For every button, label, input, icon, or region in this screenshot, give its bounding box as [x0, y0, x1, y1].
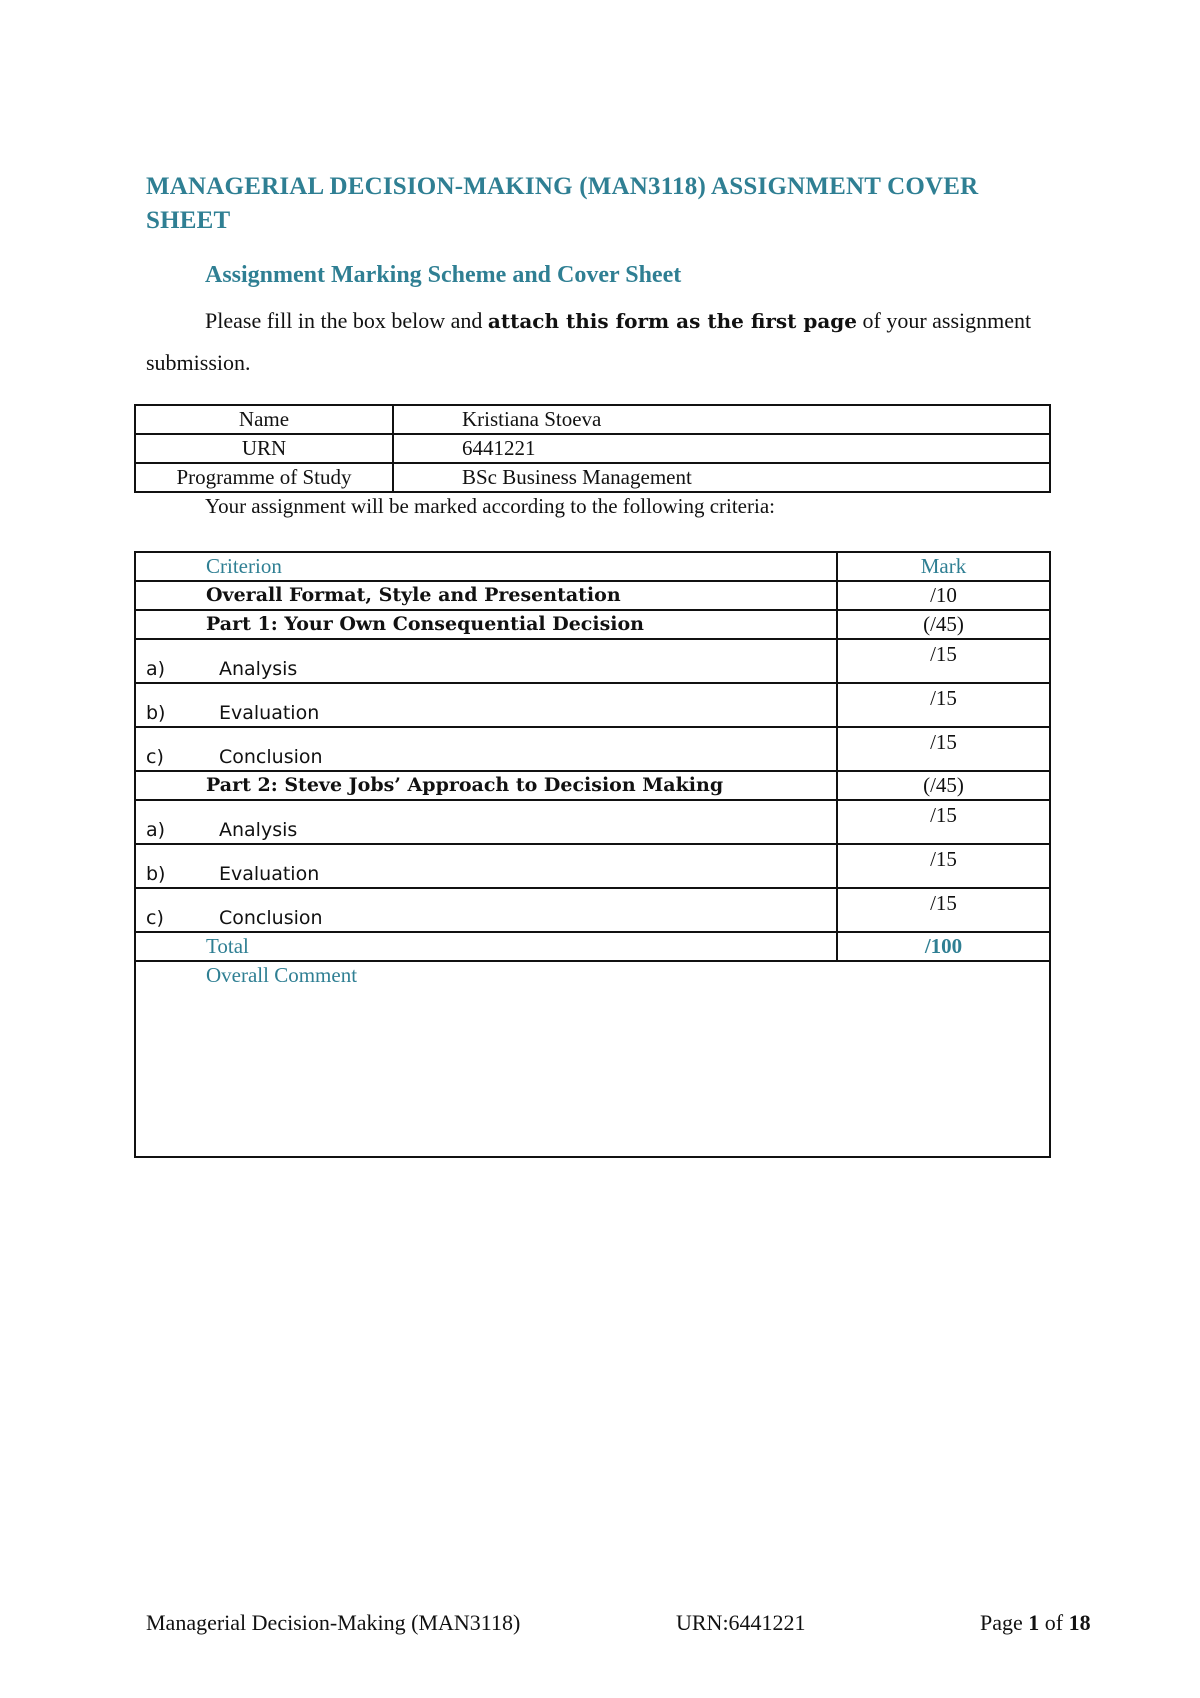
item-letter: c) [146, 746, 164, 768]
part1-analysis-row [135, 639, 1050, 683]
urn-value: 6441221 [393, 434, 1050, 463]
format-row [135, 581, 1050, 610]
part2-evaluation-row [135, 844, 1050, 888]
part1-row [135, 610, 1050, 639]
overall-comment-label: Overall Comment [206, 963, 358, 987]
overall-comment-box [135, 961, 1050, 1157]
item-letter: a) [146, 658, 166, 680]
part1-analysis-cell [135, 639, 837, 683]
part2-row [135, 771, 1050, 800]
footer-urn: URN:6441221 [676, 1610, 806, 1635]
name-value: Kristiana Stoeva [393, 405, 1050, 434]
item-letter: b) [146, 863, 166, 885]
format-label: Overall Format, Style and Presentation [135, 581, 837, 610]
part1-evaluation-row [135, 683, 1050, 727]
part1-evaluation-cell [135, 683, 837, 727]
part1-conclusion-mark: /15 [837, 727, 1050, 771]
footer-page-number [980, 1610, 1091, 1636]
part2-evaluation-mark: /15 [837, 844, 1050, 888]
part1-conclusion-cell [135, 727, 837, 771]
total-pages: 18 [1068, 1610, 1091, 1635]
part1-evaluation-mark: /15 [837, 683, 1050, 727]
part2-analysis-row [135, 800, 1050, 844]
part1-label: Part 1: Your Own Consequential Decision [135, 610, 837, 639]
part2-evaluation-cell [135, 844, 837, 888]
marking-criteria-table [134, 551, 1051, 1158]
part2-conclusion-cell [135, 888, 837, 932]
page-title: MANAGERIAL DECISION-MAKING (MAN3118) ASSIGNMENT COVER SHEET [146, 173, 979, 234]
student-info-table [134, 404, 1051, 493]
item-letter: a) [146, 819, 166, 841]
info-row-programme [135, 463, 1050, 492]
of-word: of [1039, 1610, 1069, 1635]
total-label: Total [135, 932, 837, 961]
item-letter: c) [146, 907, 164, 929]
urn-label: URN [135, 434, 393, 463]
part2-conclusion-mark: /15 [837, 888, 1050, 932]
section-subtitle: Assignment Marking Scheme and Cover Sheet [205, 262, 682, 288]
part1-conclusion-row [135, 727, 1050, 771]
part2-label: Part 2: Steve Jobs’ Approach to Decision Making [135, 771, 837, 800]
item-label: Analysis [219, 658, 298, 680]
criteria-header-row [135, 552, 1050, 581]
intro-text-1: Please fill in the box below and [205, 308, 488, 333]
item-label: Analysis [219, 819, 298, 841]
part2-analysis-cell [135, 800, 837, 844]
criterion-header: Criterion [135, 552, 837, 581]
intro-paragraph [146, 300, 1066, 384]
total-row [135, 932, 1050, 961]
item-letter: b) [146, 702, 166, 724]
comment-row [135, 961, 1050, 1157]
criteria-note: Your assignment will be marked according to the following criteria: [205, 494, 775, 518]
page-word: Page [980, 1610, 1029, 1635]
programme-label: Programme of Study [135, 463, 393, 492]
item-label: Conclusion [219, 746, 323, 768]
format-mark: /10 [837, 581, 1050, 610]
programme-value: BSc Business Management [393, 463, 1050, 492]
part2-analysis-mark: /15 [837, 800, 1050, 844]
current-page: 1 [1028, 1610, 1040, 1635]
name-label: Name [135, 405, 393, 434]
info-row-urn [135, 434, 1050, 463]
info-row-name [135, 405, 1050, 434]
item-label: Evaluation [219, 863, 320, 885]
part1-mark: (/45) [837, 610, 1050, 639]
part2-conclusion-row [135, 888, 1050, 932]
footer-course: Managerial Decision-Making (MAN3118) [146, 1610, 521, 1635]
part2-mark: (/45) [837, 771, 1050, 800]
part1-analysis-mark: /15 [837, 639, 1050, 683]
total-mark: /100 [837, 932, 1050, 961]
mark-header: Mark [837, 552, 1050, 581]
item-label: Evaluation [219, 702, 320, 724]
intro-text-2: of your assignment submission. [146, 308, 1032, 375]
intro-bold-text: attach this form as the first page [487, 309, 858, 333]
item-label: Conclusion [219, 907, 323, 929]
